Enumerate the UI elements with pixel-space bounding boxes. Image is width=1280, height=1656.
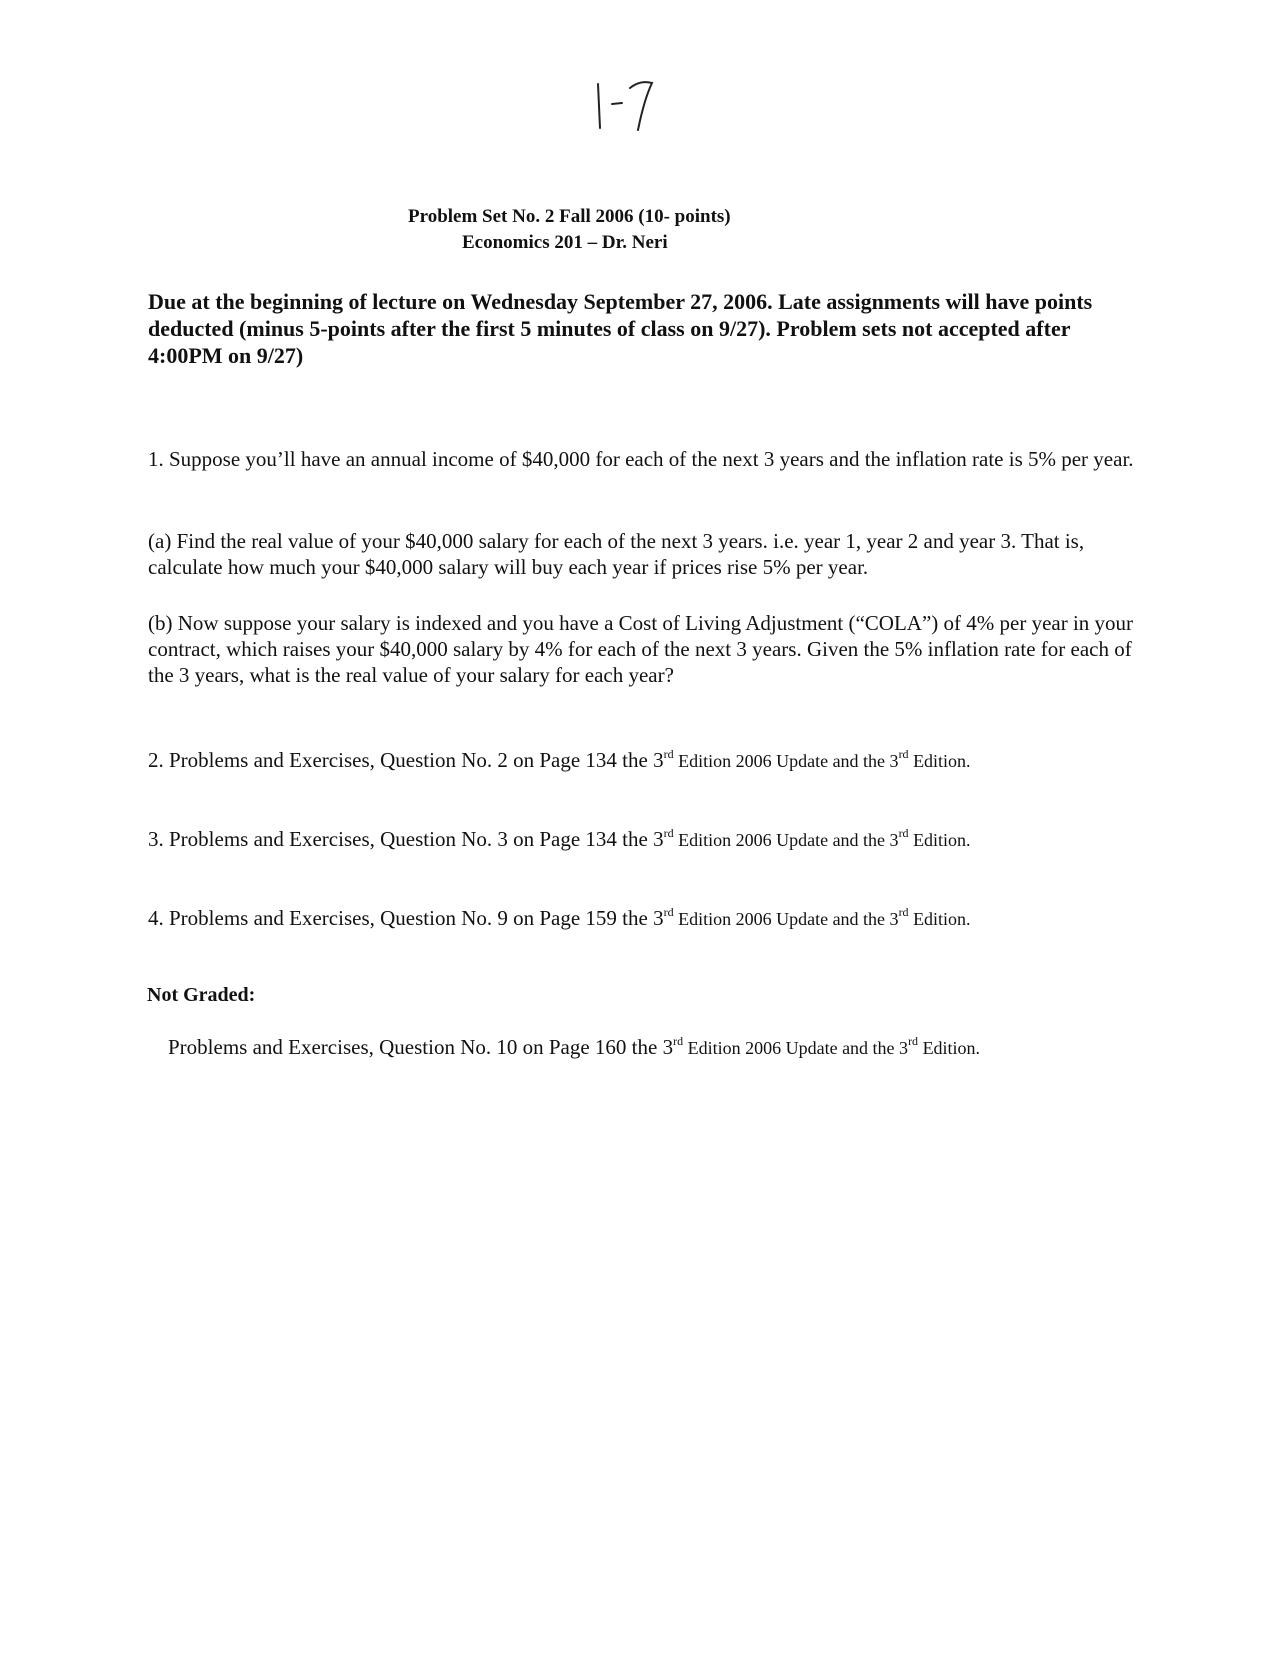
question-4: 4. Problems and Exercises, Question No. 9 on Page 159 the 3rd Edition 2006 Update and the 3rd Edition. (148, 905, 971, 930)
due-date-notice: Due at the beginning of lecture on Wednesday September 27, 2006. Late assignments will have points deducted (minus 5-points after the first 5 minutes of class on 9/27). Problem sets not accepted after 4:00PM on 9/27) (148, 289, 1093, 368)
question-2: 2. Problems and Exercises, Question No. 2 on Page 134 the 3rd Edition 2006 Update and the 3rd Edition. (148, 747, 971, 772)
not-graded-heading: Not Graded: (147, 984, 256, 1006)
question-1-part-b: (b) Now suppose your salary is indexed and you have a Cost of Living Adjustment (“COLA”) of 4% per year in your contract, which raises your $40,000 salary by 4% for each of the next 3 years. Given the 5% inflation rate for each of the 3 years, what is the real value of your salary for each year? (148, 611, 1134, 687)
question-1-part-a: (a) Find the real value of your $40,000 salary for each of the next 3 years. i.e. year 1, year 2 and year 3. That is, calculate how much your $40,000 salary will buy each year if prices rise 5% per year. (148, 529, 1085, 579)
not-graded-question: Problems and Exercises, Question No. 10 on Page 160 the 3rd Edition 2006 Update and the 3rd Edition. (168, 1034, 981, 1059)
handwritten-page-mark (592, 70, 672, 140)
header-title: Problem Set No. 2 Fall 2006 (10- points) (408, 206, 731, 227)
question-3: 3. Problems and Exercises, Question No. 3 on Page 134 the 3rd Edition 2006 Update and the 3rd Edition. (148, 826, 971, 851)
header-course: Economics 201 – Dr. Neri (462, 232, 668, 253)
question-1: 1. Suppose you’ll have an annual income of $40,000 for each of the next 3 years and the inflation rate is 5% per year. (148, 447, 1134, 471)
